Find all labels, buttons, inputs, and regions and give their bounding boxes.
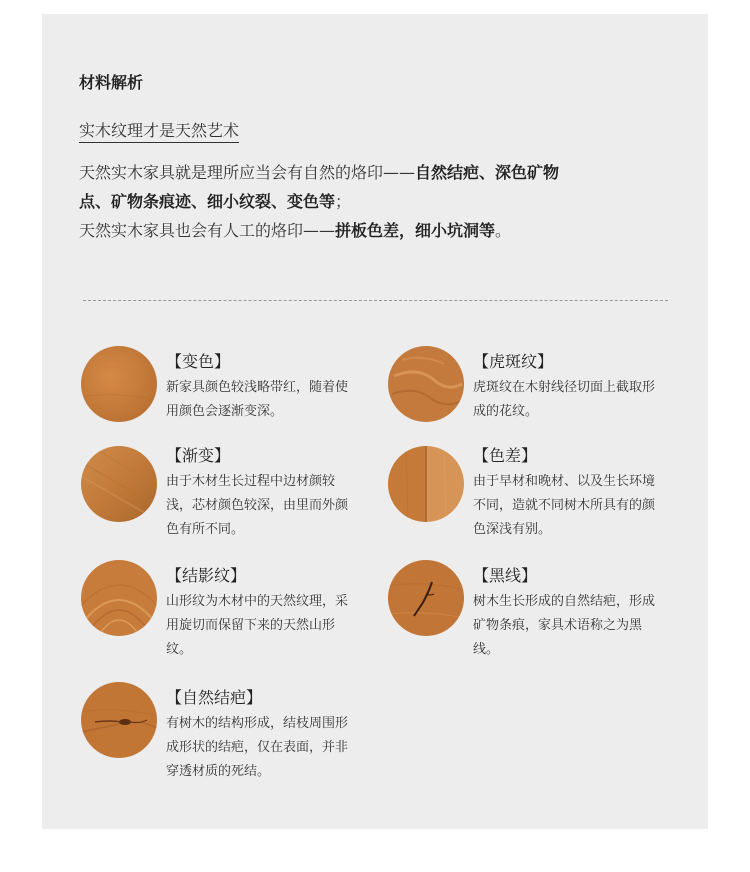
feature-item-gradient	[81, 440, 371, 540]
subtitle: 实木纹理才是天然艺术	[79, 121, 239, 143]
wood-sample-image	[81, 682, 157, 758]
feature-description: 新家具颜色较浅略带红，随着使用颜色会逐渐变深。	[166, 380, 349, 419]
wood-sample-image	[81, 560, 157, 636]
feature-item-discoloration	[81, 346, 371, 426]
intro-line-3	[79, 216, 639, 245]
feature-label: 【渐变】	[166, 446, 231, 465]
intro-text: 天然实木家具也会有人工的烙印——	[79, 221, 336, 240]
feature-item-black-line	[388, 560, 678, 660]
section-title: 材料解析	[79, 73, 144, 92]
feature-description: 由于早材和晚材、以及生长环境不同，造就不同树木所具有的颜色深浅有别。	[473, 474, 656, 537]
dashed-divider	[83, 300, 668, 301]
wood-sample-image	[81, 446, 157, 522]
intro-text: 天然实木家具就是理所应当会有自然的烙印——	[79, 163, 416, 182]
wood-sample-image	[388, 346, 464, 422]
intro-line-2	[79, 187, 639, 216]
feature-description: 山形纹为木材中的天然纹理，采用旋切而保留下来的天然山形纹。	[166, 594, 349, 657]
feature-description: 有树木的结构形成，结枝周围形成形状的结疤，仅在表面，并非穿透材质的死结。	[166, 716, 349, 779]
wood-sample-image	[81, 346, 157, 422]
intro-bold: 点、矿物条痕迹、细小纹裂、变色等	[79, 192, 336, 211]
wood-sample-image	[388, 560, 464, 636]
wood-sample-image	[388, 446, 464, 522]
feature-label: 【色差】	[473, 446, 538, 465]
intro-text: ；	[335, 192, 352, 211]
feature-label: 【黑线】	[473, 566, 538, 585]
feature-label: 【结影纹】	[166, 566, 247, 585]
intro-bold: 自然结疤、深色矿物	[415, 163, 560, 182]
feature-label: 【自然结疤】	[166, 688, 263, 707]
feature-label: 【变色】	[166, 352, 231, 371]
feature-description: 树木生长形成的自然结疤，形成矿物条痕，家具术语称之为黑线。	[473, 594, 656, 657]
feature-item-mountain-grain	[81, 560, 371, 660]
intro-bold: 拼板色差，细小坑洞等	[335, 221, 496, 240]
feature-item-tiger-stripe	[388, 346, 678, 426]
intro-line-1	[79, 158, 639, 187]
feature-description: 由于木材生长过程中边材颜较浅，芯材颜色较深，由里而外颜色有所不同。	[166, 474, 349, 537]
feature-item-color-difference	[388, 440, 678, 540]
feature-item-natural-knot	[81, 682, 371, 782]
intro-text: 。	[495, 221, 512, 240]
feature-label: 【虎斑纹】	[473, 352, 554, 371]
intro-paragraph	[79, 158, 639, 245]
feature-description: 虎斑纹在木射线径切面上截取形成的花纹。	[473, 380, 656, 419]
